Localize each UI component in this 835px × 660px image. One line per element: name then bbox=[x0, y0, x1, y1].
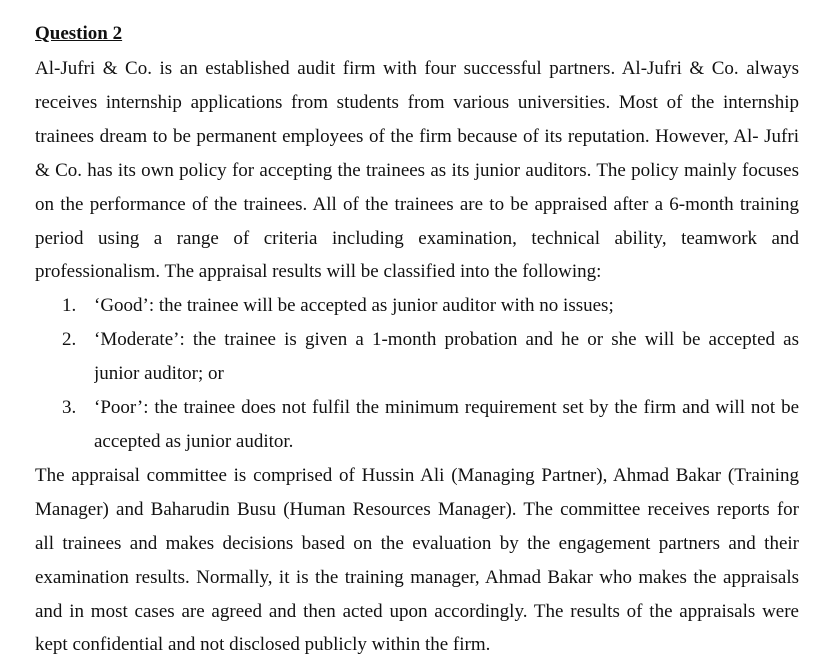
para1-line: period using a range of criteria including examination, technical ability, teamwork and bbox=[35, 228, 799, 249]
para1-line: & Co. has its own policy for accepting the trainees as its junior auditors. The policy mainly focuses bbox=[35, 160, 799, 181]
list-item-number: 1. bbox=[62, 295, 77, 316]
list-item-text: ‘Poor’: the trainee does not fulfil the minimum requirement set by the firm and will not be bbox=[94, 397, 799, 418]
para2-line: examination results. Normally, it is the training manager, Ahmad Bakar who makes the appraisals bbox=[35, 567, 799, 588]
para1-line: trainees dream to be permanent employees of the firm because of its reputation. However, Al- Jufri bbox=[35, 126, 799, 147]
list-item-text: accepted as junior auditor. bbox=[94, 431, 294, 452]
para2-line: and in most cases are agreed and then acted upon accordingly. The results of the appraisals were bbox=[35, 601, 799, 622]
list-item-text: junior auditor; or bbox=[94, 363, 224, 384]
list-item-text: ‘Moderate’: the trainee is given a 1-month probation and he or she will be accepted as bbox=[94, 329, 799, 350]
para1-line: professionalism. The appraisal results will be classified into the following: bbox=[35, 261, 602, 282]
para2-line: kept confidential and not disclosed publicly within the firm. bbox=[35, 634, 491, 655]
para2-line: Manager) and Baharudin Busu (Human Resources Manager). The committee receives reports for bbox=[35, 499, 799, 520]
para1-line: receives internship applications from students from various universities. Most of the internship bbox=[35, 92, 799, 113]
para2-line: The appraisal committee is comprised of Hussin Ali (Managing Partner), Ahmad Bakar (Training bbox=[35, 465, 799, 486]
list-item-number: 2. bbox=[62, 329, 77, 350]
para1-line: Al-Jufri & Co. is an established audit firm with four successful partners. Al-Jufri & Co. always bbox=[35, 58, 799, 79]
para2-line: all trainees and makes decisions based on the evaluation by the engagement partners and their bbox=[35, 533, 799, 554]
list-item-number: 3. bbox=[62, 397, 77, 418]
question-heading: Question 2 bbox=[35, 23, 123, 44]
list-item-text: ‘Good’: the trainee will be accepted as junior auditor with no issues; bbox=[94, 295, 614, 316]
para1-line: on the performance of the trainees. All of the trainees are to be appraised after a 6-month training bbox=[35, 194, 799, 215]
